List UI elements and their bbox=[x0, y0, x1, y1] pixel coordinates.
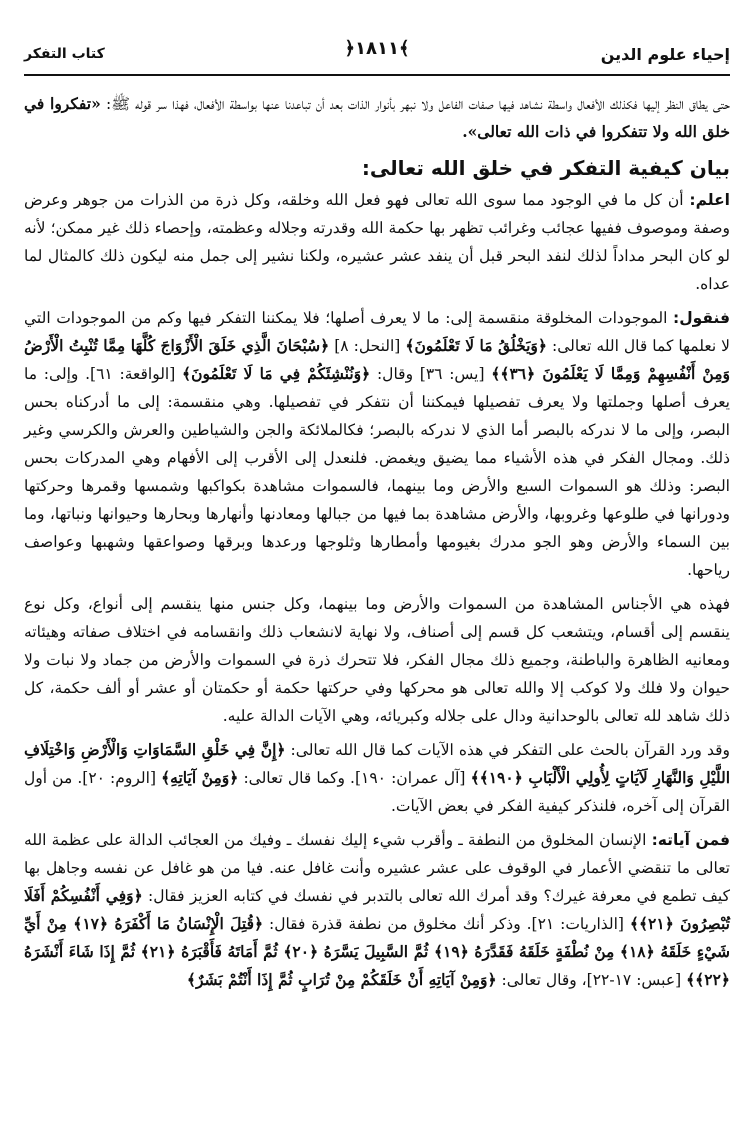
quran-verse: ﴿وَفِي أَنْفُسِكُمْ أَفَلَا تُبْصِرُونَ ﴿٢١﴾﴾ bbox=[24, 886, 730, 933]
hadith-quote: «تفكروا في خلق الله ولا تتفكروا في ذات الله تعالى». bbox=[24, 94, 730, 141]
quran-verse: ﴿وَمِنْ آيَاتِهِ﴾ bbox=[161, 768, 239, 787]
quran-verse: ﴿وَيَخْلُقُ مَا لَا تَعْلَمُونَ﴾ bbox=[405, 336, 547, 355]
paragraph-3-text: فهذه هي الأجناس المشاهدة من السموات والأرض وما بينهما، وكل جنس منها ينقسم إلى أنواع، وكل نوع ينقسم إلى أقسام، ويتشعب كل قسم إلى أصناف، ولا نهاية لانشعاب ذلك وانقسامه في اختلاف صفاته وهيئاته ومعانيه الظاهرة والباطنة، وجميع ذلك مجال الفكر، فلا تتحرك ذرة في السموات والأرض من جماد ولا نبات ولا حيوان ولا فلك ولا كوكب إلا والله تعالى هو محركها وفي حركتها حكمة أو حكمتان أو عشر أو ألف حكمة، كل ذلك شاهد لله تعالى بالوحدانية ودال على جلاله وكبريائه، وهي الآيات الدالة عليه. bbox=[24, 595, 730, 725]
verse-reference: [الواقعة: ٦١]. bbox=[78, 365, 183, 383]
paragraph-5-text-a: الإنسان المخلوق من النطفة ـ وأقرب شيء إليك نفسك ـ وفيك من العجائب الدالة على عظمة الله تعالى ما تنقضي الأعمار في الوقوف على عشر عشيره وأنت غافل عنه. فيا من هو غافل عن نفسه وجاهل بها كيف تطمع في معرفة غيرك؟ وقد أمرك الله تعالى بالتدبر في نفسك في كتابه العزيز فقال: bbox=[24, 831, 730, 905]
verse-reference: [عبس: ١٧-٢٢]، وقال تعالى: bbox=[496, 971, 687, 989]
page-header bbox=[24, 34, 730, 74]
header-rule bbox=[24, 74, 730, 76]
section-heading: بيان كيفية التفكر في خلق الله تعالى: bbox=[361, 156, 730, 180]
page-number: ﴿١٨١١﴾ bbox=[344, 38, 410, 59]
paragraph-1-text: أن كل ما في الوجود مما سوى الله تعالى فهو فعل الله وخلقه، وكل ذرة من الذرات من جوهر وعرض وصفة وموصوف ففيها عجائب وغرائب تظهر بها حكمة الله وقدرته وجلاله وعظمته، وإحصاء ذلك غير ممكن؛ لأنه لو كان البحر مداداً لذلك لنفد البحر قبل أن ينفد عشر عشيره، ولكنا نشير إلى جمل منه ليكون ذلك كالمثال لما عداه. bbox=[24, 191, 730, 293]
verse-reference: [آل عمران: ١٩٠]. وكما قال تعالى: bbox=[238, 769, 471, 787]
quran-verse: ﴿إِنَّ فِي خَلْقِ السَّمَاوَاتِ وَالْأَرْضِ وَاخْتِلَافِ اللَّيْلِ وَالنَّهَارِ لَآيَاتٍ لِأُولِي الْأَلْبَابِ ﴿١٩٠﴾﴾ bbox=[24, 740, 730, 787]
paragraph-4-text-b: [الروم: ٢٠]. من أول القرآن إلى آخره، فلنذكر كيفية الفكر في بعض الآيات. bbox=[24, 769, 730, 815]
quran-verse: ﴿وَمِنْ آيَاتِهِ أَنْ خَلَقَكُمْ مِنْ تُرَابٍ ثُمَّ إِذَا أَنْتُمْ بَشَرٌ﴾ bbox=[186, 970, 497, 989]
paragraph-2-lead: فنقول: bbox=[673, 309, 730, 327]
paragraph-4 bbox=[24, 736, 730, 820]
paragraph-1-lead: اعلم: bbox=[689, 191, 730, 209]
paragraph-2-text-a: الموجودات المخلوقة منقسمة إلى: ما لا يعرف أصلها؛ فلا يمكننا التفكر فيها وكم من الموجودات التي لا نعلمها كما قال الله تعالى: bbox=[24, 309, 730, 355]
intro-paragraph bbox=[24, 90, 730, 146]
paragraph-2 bbox=[24, 304, 730, 584]
chapter-title: كتاب التفكر bbox=[24, 46, 105, 62]
paragraph-5 bbox=[24, 826, 730, 994]
paragraph-1 bbox=[24, 186, 730, 298]
intro-text: حتى يطاق النظر إليها فكذلك الأفعال واسطة نشاهد فيها صفات الفاعل ولا نبهر بأنوار الذات بعد أن تباعدنا عنها بواسطة الأفعال، فهذا سر قوله ﷺ: bbox=[100, 95, 730, 113]
paragraph-4-text-a: وقد ورد القرآن بالحث على التفكر في هذه الآيات كما قال الله تعالى: bbox=[285, 741, 730, 759]
verse-reference: [يس: ٣٦] وقال: bbox=[370, 365, 492, 383]
book-title: إحياء علوم الدين bbox=[600, 44, 730, 64]
quran-verse: ﴿قُتِلَ الْإِنْسَانُ مَا أَكْفَرَهُ ﴿١٧﴾ مِنْ أَيِّ شَيْءٍ خَلَقَهُ ﴿١٨﴾ مِنْ نُطْفَةٍ خَلَقَهُ فَقَدَّرَهُ ﴿١٩﴾ ثُمَّ السَّبِيلَ يَسَّرَهُ ﴿٢٠﴾ ثُمَّ أَمَاتَهُ فَأَقْبَرَهُ ﴿٢١﴾ ثُمَّ إِذَا شَاءَ أَنْشَرَهُ ﴿٢٢﴾﴾ bbox=[24, 914, 730, 989]
quran-verse: ﴿وَنُنْشِئَكُمْ فِي مَا لَا تَعْلَمُونَ﴾ bbox=[182, 364, 371, 383]
document-page bbox=[24, 34, 730, 994]
verse-reference: [النحل: ٨] bbox=[329, 337, 406, 355]
verse-reference: [الذاريات: ٢١]. وذكر أنك مخلوق من نطفة قذرة فقال: bbox=[263, 915, 630, 933]
paragraph-5-lead: فمن آياته: bbox=[651, 831, 731, 849]
quran-verse: ﴿سُبْحَانَ الَّذِي خَلَقَ الْأَزْوَاجَ كُلَّهَا مِمَّا تُنْبِتُ الْأَرْضُ وَمِنْ أَنْفُسِهِمْ وَمِمَّا لَا يَعْلَمُونَ ﴿٣٦﴾﴾ bbox=[24, 336, 731, 383]
paragraph-2-text-b: وإلى: ما يعرف أصلها وجملتها ولا يعرف تفصيلها فيمكننا أن نتفكر في تفصيلها. وهي منقسمة: إلى ما أدركناه بحس البصر، وإلى ما لا ندركه بالبصر أما الذي لا ندركه بالبصر؛ فكالملائكة والجن والشياطين والعرش والكرسي وغير ذلك. ومجال الفكر في هذه الأشياء مما يضيق ويغمض. فلنعدل إلى الأقرب إلى الأفهام وهي المدركات بحس البصر: وذلك هو السموات السبع والأرض وما بينهما، فالسموات مشاهدة بكواكبها وشمسها وقمرها وحركتها ودورانها في طلوعها وغروبها، والأرض مشاهدة بما فيها من جبالها ومعادنها وأنهارها وبحارها وحيوانها ونباتها، وما بين السماء والأرض وهو الجو مدرك بغيومها وأمطارها وثلوجها ورعدها وبرقها وصواعقها وشهبها وعواصف رياحها. bbox=[24, 365, 730, 579]
paragraph-3 bbox=[24, 590, 730, 730]
